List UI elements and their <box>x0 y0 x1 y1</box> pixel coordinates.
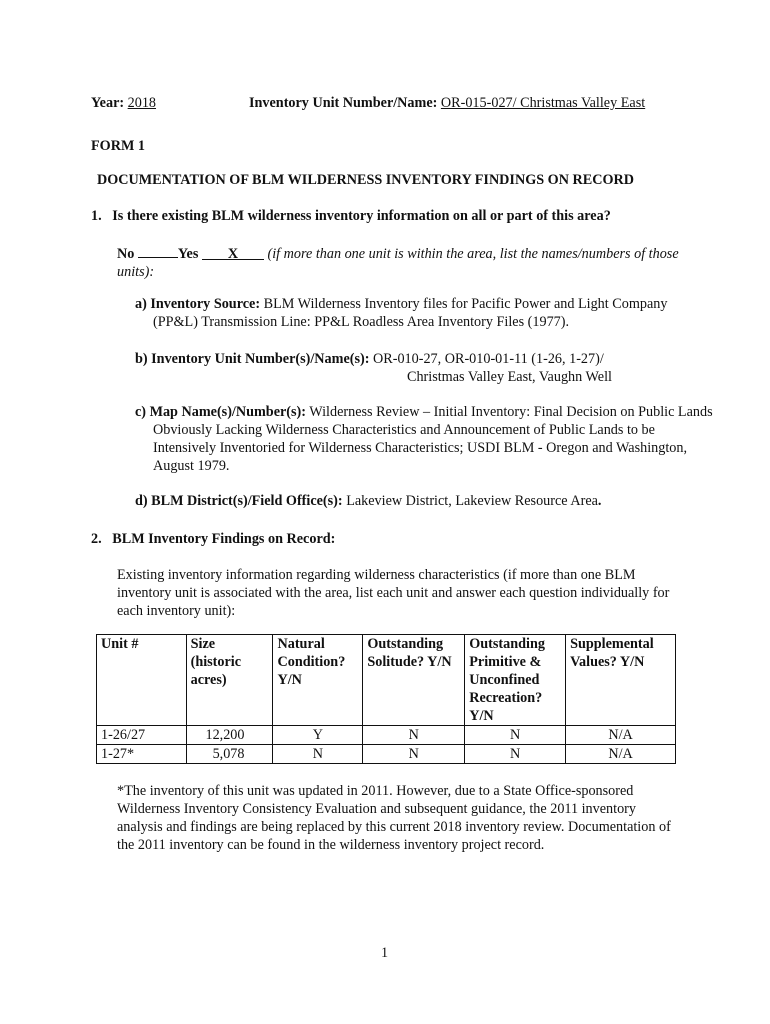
header-size: Size (historic acres) <box>186 635 273 726</box>
question-1-number: 1. <box>91 208 102 224</box>
document-title: DOCUMENTATION OF BLM WILDERNESS INVENTORY FINDINGS ON RECORD <box>97 172 634 188</box>
inventory-unit-value: OR-015-027/ Christmas Valley East <box>440 95 646 111</box>
question-1-answer <box>117 243 687 281</box>
blm-district-text: Lakeview District, Lakeview Resource Area <box>346 493 598 509</box>
header-natural-condition: Natural Condition? Y/N <box>273 635 363 726</box>
inventory-source-item <box>135 295 713 331</box>
page-number: 1 <box>381 945 389 961</box>
inventory-unit-numbers-label: b) Inventory Unit Number(s)/Name(s): <box>135 351 370 367</box>
blm-district-item <box>135 492 695 510</box>
map-names-item <box>135 403 713 475</box>
blm-district-label: d) BLM District(s)/Field Office(s): <box>135 493 343 509</box>
multi-unit-note: (if more than one unit is within the area, list the names/numbers of those units): <box>117 246 679 280</box>
cell-solitude: N <box>363 726 465 745</box>
cell-unit: 1-27* <box>97 745 187 764</box>
inventory-source-label: a) Inventory Source: <box>135 296 261 312</box>
header-recreation: Outstanding Primitive & Unconfined Recreation? Y/N <box>465 635 566 726</box>
cell-supplemental: N/A <box>566 745 676 764</box>
cell-supplemental: N/A <box>566 726 676 745</box>
header-solitude: Outstanding Solitude? Y/N <box>363 635 465 726</box>
question-2-title: BLM Inventory Findings on Record: <box>112 531 336 547</box>
question-1-text: Is there existing BLM wilderness inventory information on all or part of this area? <box>112 208 611 224</box>
footnote: *The inventory of this unit was updated in 2011. However, due to a State Office-sponsored Wilderness Inventory Consistency Evaluation and subsequent guidance, the 2011 inventory analysis and findings are being replaced by this current 2018 inventory review. Documentation of the 2011 inventory can be found in the wilderness inventory project record. <box>117 783 671 853</box>
table-row <box>97 745 676 764</box>
table-header-row <box>97 635 676 726</box>
year-field <box>91 94 156 112</box>
blm-district-period: . <box>597 493 602 509</box>
cell-natural-condition: Y <box>273 726 363 745</box>
question-2-text: Existing inventory information regarding wilderness characteristics (if more than one BLM inventory unit is associated with the area, list each unit and answer each question individually for each inventory unit): <box>117 567 670 619</box>
no-blank <box>138 243 178 258</box>
year-value: 2018 <box>127 95 157 111</box>
header-supplemental: Supplemental Values? Y/N <box>566 635 676 726</box>
year-label: Year: <box>91 95 125 111</box>
cell-unit: 1-26/27 <box>97 726 187 745</box>
yes-blank: X <box>202 245 264 260</box>
inventory-unit-numbers-text: OR-010-27, OR-010-01-11 (1-26, 1-27)/ <box>373 351 604 367</box>
inventory-unit-label: Inventory Unit Number/Name: <box>249 95 438 111</box>
inventory-unit-numbers-item <box>135 350 695 368</box>
inventory-unit-field <box>249 94 645 112</box>
form-title: FORM 1 <box>91 138 145 154</box>
map-names-text: Wilderness Review – Initial Inventory: Final Decision on Public Lands Obviously Lacking Wilderness Characteristics and Announcement of Public Lands to be Intensively Inventoried for Wilderness Characteristics; USDI BLM - Oregon and Washington, August 1979. <box>153 404 713 474</box>
cell-recreation: N <box>465 745 566 764</box>
cell-natural-condition: N <box>273 745 363 764</box>
question-1 <box>91 207 611 225</box>
map-names-label: c) Map Name(s)/Number(s): <box>135 404 306 420</box>
table-row <box>97 726 676 745</box>
header-unit: Unit # <box>97 635 187 726</box>
cell-recreation: N <box>465 726 566 745</box>
inventory-source-text: BLM Wilderness Inventory files for Pacific Power and Light Company (PP&L) Transmission Line: PP&L Roadless Area Inventory Files (1977). <box>153 296 668 330</box>
cell-solitude: N <box>363 745 465 764</box>
no-label: No <box>117 246 135 262</box>
question-2 <box>91 530 335 548</box>
inventory-unit-names-text: Christmas Valley East, Vaughn Well <box>407 369 612 385</box>
cell-size: 5,078 <box>186 745 273 764</box>
question-2-number: 2. <box>91 531 102 547</box>
yes-label: Yes <box>177 246 199 262</box>
findings-table <box>96 634 676 764</box>
cell-size: 12,200 <box>186 726 273 745</box>
